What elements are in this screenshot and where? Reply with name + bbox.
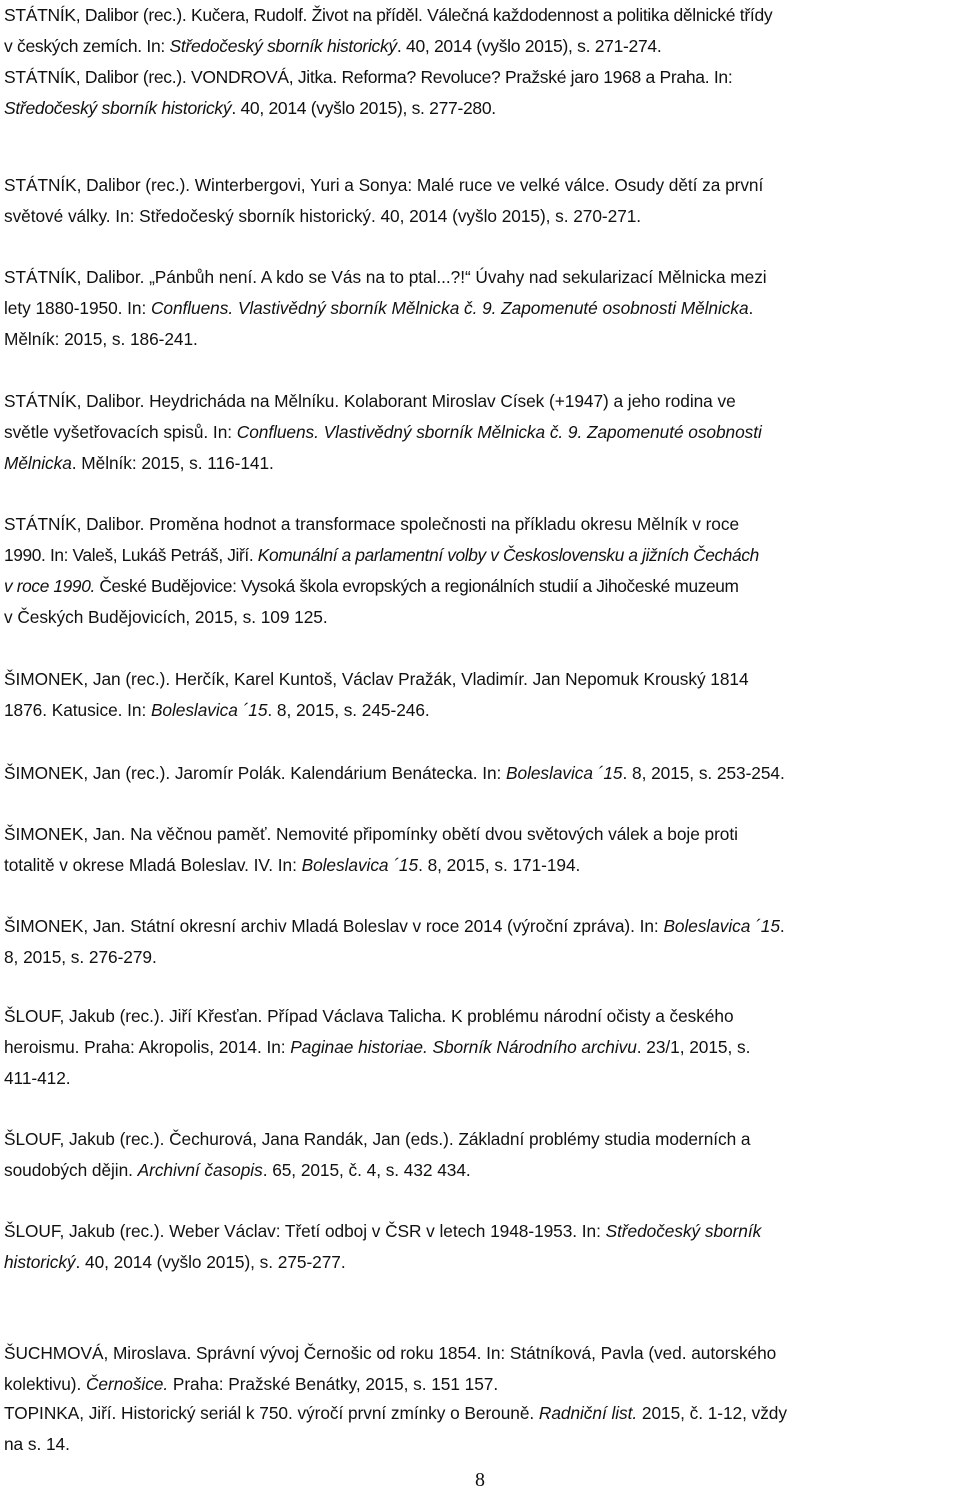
text-segment: ŠUCHMOVÁ, Miroslava. Správní vývoj Černošic od roku 1854. In: Státníková, Pavla (ved. autorského <box>4 1343 777 1363</box>
entry-line <box>4 93 956 124</box>
italic-text: Středočeský sborník historický <box>4 98 232 118</box>
text-segment: na s. 14. <box>4 1434 70 1454</box>
text-segment: světové války. In: Středočeský sborník historický. 40, 2014 (vyšlo 2015), s. 270-271. <box>4 206 642 226</box>
bibliography-entry <box>4 62 956 124</box>
entry-line <box>4 850 956 881</box>
entry-line <box>4 62 956 93</box>
italic-text: Paginae historiae. Sborník Národního archivu <box>290 1037 637 1057</box>
bibliography-entry <box>4 262 956 355</box>
bibliography-entry <box>4 1398 956 1460</box>
text-segment: STÁTNÍK, Dalibor (rec.). Winterbergovi, Yuri a Sonya: Malé ruce ve velké válce. Osudy dětí za první <box>4 175 764 195</box>
entry-line <box>4 324 956 355</box>
text-segment: . 8, 2015, s. 245-246. <box>267 700 430 720</box>
text-segment: Praha: Pražské Benátky, 2015, s. 151 157. <box>168 1374 499 1394</box>
italic-text: Mělnicka <box>4 453 72 473</box>
italic-text: v roce 1990. <box>4 576 95 596</box>
entry-line <box>4 664 956 695</box>
entry-line <box>4 1216 956 1247</box>
text-segment: . Mělník: 2015, s. 116-141. <box>71 453 274 473</box>
italic-text: Středočeský sborník <box>605 1221 762 1241</box>
text-segment: v českých zemích. In: <box>4 36 170 56</box>
italic-text: Boleslavica ´15 <box>663 916 780 936</box>
entry-line <box>4 1063 956 1094</box>
text-segment: 411-412. <box>4 1068 71 1088</box>
bibliography-entry <box>4 509 956 633</box>
text-segment: lety 1880-1950. In: <box>4 298 151 318</box>
italic-text: Confluens. Vlastivědný sborník Mělnicka č. 9. Zapomenuté osobnosti <box>236 422 762 442</box>
text-segment: soudobých dějin. <box>4 1160 138 1180</box>
text-segment: ŠIMONEK, Jan (rec.). Herčík, Karel Kuntoš, Václav Pražák, Vladimír. Jan Nepomuk Krouský 1814 <box>4 669 749 689</box>
entry-line <box>4 1032 956 1063</box>
entry-line <box>4 602 956 633</box>
bibliography-entry <box>4 758 956 789</box>
bibliography-entry <box>4 1338 956 1400</box>
text-segment: . <box>748 298 754 318</box>
text-segment: ŠLOUF, Jakub (rec.). Čechurová, Jana Randák, Jan (eds.). Základní problémy studia moderních a <box>4 1129 751 1149</box>
entry-line <box>4 942 956 973</box>
text-segment: ŠLOUF, Jakub (rec.). Jiří Křesťan. Případ Václava Talicha. K problému národní očisty a českého <box>4 1006 734 1026</box>
entry-line <box>4 448 956 479</box>
text-segment: totalitě v okrese Mladá Boleslav. IV. In: <box>4 855 302 875</box>
entry-line <box>4 911 956 942</box>
italic-text: Boleslavica ´15 <box>506 763 623 783</box>
text-segment: . <box>779 916 785 936</box>
italic-text: historický <box>4 1252 76 1272</box>
bibliography-entry <box>4 0 956 62</box>
entry-line <box>4 31 956 62</box>
text-segment: . 40, 2014 (vyšlo 2015), s. 275-277. <box>75 1252 346 1272</box>
text-segment: . 8, 2015, s. 171-194. <box>418 855 581 875</box>
text-segment: ŠIMONEK, Jan. Na věčnou paměť. Nemovité připomínky obětí dvou světových válek a boje proti <box>4 824 738 844</box>
italic-text: Archivní časopis <box>137 1160 263 1180</box>
text-segment: . 23/1, 2015, s. <box>636 1037 751 1057</box>
entry-line <box>4 1398 956 1429</box>
entry-line <box>4 293 956 324</box>
italic-text: Radniční list. <box>538 1403 638 1423</box>
bibliography-entry <box>4 819 956 881</box>
entry-line <box>4 1124 956 1155</box>
entry-line <box>4 1369 956 1400</box>
entry-line <box>4 819 956 850</box>
entry-line <box>4 386 956 417</box>
text-segment: . 40, 2014 (vyšlo 2015), s. 277-280. <box>231 98 496 118</box>
entry-line <box>4 695 956 726</box>
bibliography-entry <box>4 911 956 973</box>
text-segment: ŠLOUF, Jakub (rec.). Weber Václav: Třetí odboj v ČSR v letech 1948-1953. In: <box>4 1221 606 1241</box>
text-segment: STÁTNÍK, Dalibor (rec.). VONDROVÁ, Jitka. Reforma? Revoluce? Pražské jaro 1968 a Praha. In: <box>4 67 733 87</box>
text-segment: Mělník: 2015, s. 186-241. <box>4 329 198 349</box>
text-segment: . 40, 2014 (vyšlo 2015), s. 271-274. <box>396 36 662 56</box>
text-segment: . 65, 2015, č. 4, s. 432 434. <box>262 1160 471 1180</box>
entry-line <box>4 417 956 448</box>
entry-line <box>4 571 956 602</box>
entry-line <box>4 0 956 31</box>
text-segment: ŠIMONEK, Jan. Státní okresní archiv Mladá Boleslav v roce 2014 (výroční zpráva). In: <box>4 916 664 936</box>
text-segment: STÁTNÍK, Dalibor. Proměna hodnot a transformace společnosti na příkladu okresu Mělník v roce <box>4 514 740 534</box>
text-segment: 1990. In: Valeš, Lukáš Petráš, Jiří. <box>4 545 258 565</box>
entry-line <box>4 758 956 789</box>
text-segment: STÁTNÍK, Dalibor. Heydricháda na Mělníku. Kolaborant Miroslav Císek (+1947) a jeho rodina ve <box>4 391 736 411</box>
text-segment: kolektivu). <box>4 1374 86 1394</box>
entry-line <box>4 1001 956 1032</box>
entry-line <box>4 1155 956 1186</box>
text-segment: TOPINKA, Jiří. Historický seriál k 750. výročí první zmínky o Berouně. <box>4 1403 539 1423</box>
bibliography-entry <box>4 664 956 726</box>
entry-line <box>4 1338 956 1369</box>
text-segment: 8, 2015, s. 276-279. <box>4 947 157 967</box>
entry-line <box>4 1429 956 1460</box>
bibliography-entry <box>4 386 956 479</box>
italic-text: Boleslavica ´15 <box>301 855 419 875</box>
text-segment: České Budějovice: Vysoká škola evropských a regionálních studií a Jihočeské muzeum <box>94 576 739 596</box>
italic-text: Confluens. Vlastivědný sborník Mělnicka č. 9. Zapomenuté osobnosti Mělnicka <box>150 298 749 318</box>
entry-line <box>4 1247 956 1278</box>
page-number: 8 <box>475 1469 485 1491</box>
italic-text: Boleslavica ´15 <box>150 700 268 720</box>
text-segment: v Českých Budějovicích, 2015, s. 109 125. <box>4 607 328 627</box>
entry-line <box>4 201 956 232</box>
text-segment: světle vyšetřovacích spisů. In: <box>4 422 237 442</box>
entry-line <box>4 540 956 571</box>
text-segment: ŠIMONEK, Jan (rec.). Jaromír Polák. Kalendárium Benátecka. In: <box>4 763 507 783</box>
entry-line <box>4 170 956 201</box>
text-segment: heroismu. Praha: Akropolis, 2014. In: <box>4 1037 291 1057</box>
text-segment: STÁTNÍK, Dalibor (rec.). Kučera, Rudolf. Život na příděl. Válečná každodennost a politika dělnické třídy <box>4 5 773 25</box>
bibliography-entry <box>4 1001 956 1094</box>
italic-text: Středočeský sborník historický <box>169 36 397 56</box>
text-segment: 1876. Katusice. In: <box>4 700 151 720</box>
bibliography-entry <box>4 1216 956 1278</box>
text-segment: . 8, 2015, s. 253-254. <box>622 763 785 783</box>
bibliography-entry <box>4 1124 956 1186</box>
entry-line <box>4 262 956 293</box>
italic-text: Komunální a parlamentní volby v Československu a jižních Čechách <box>257 545 759 565</box>
text-segment: 2015, č. 1-12, vždy <box>637 1403 787 1423</box>
text-segment: STÁTNÍK, Dalibor. „Pánbůh není. A kdo se Vás na to ptal...?!“ Úvahy nad sekularizací Mělnicka mezi <box>4 267 767 287</box>
bibliography-entry <box>4 170 956 232</box>
entry-line <box>4 509 956 540</box>
italic-text: Černošice. <box>86 1374 169 1394</box>
